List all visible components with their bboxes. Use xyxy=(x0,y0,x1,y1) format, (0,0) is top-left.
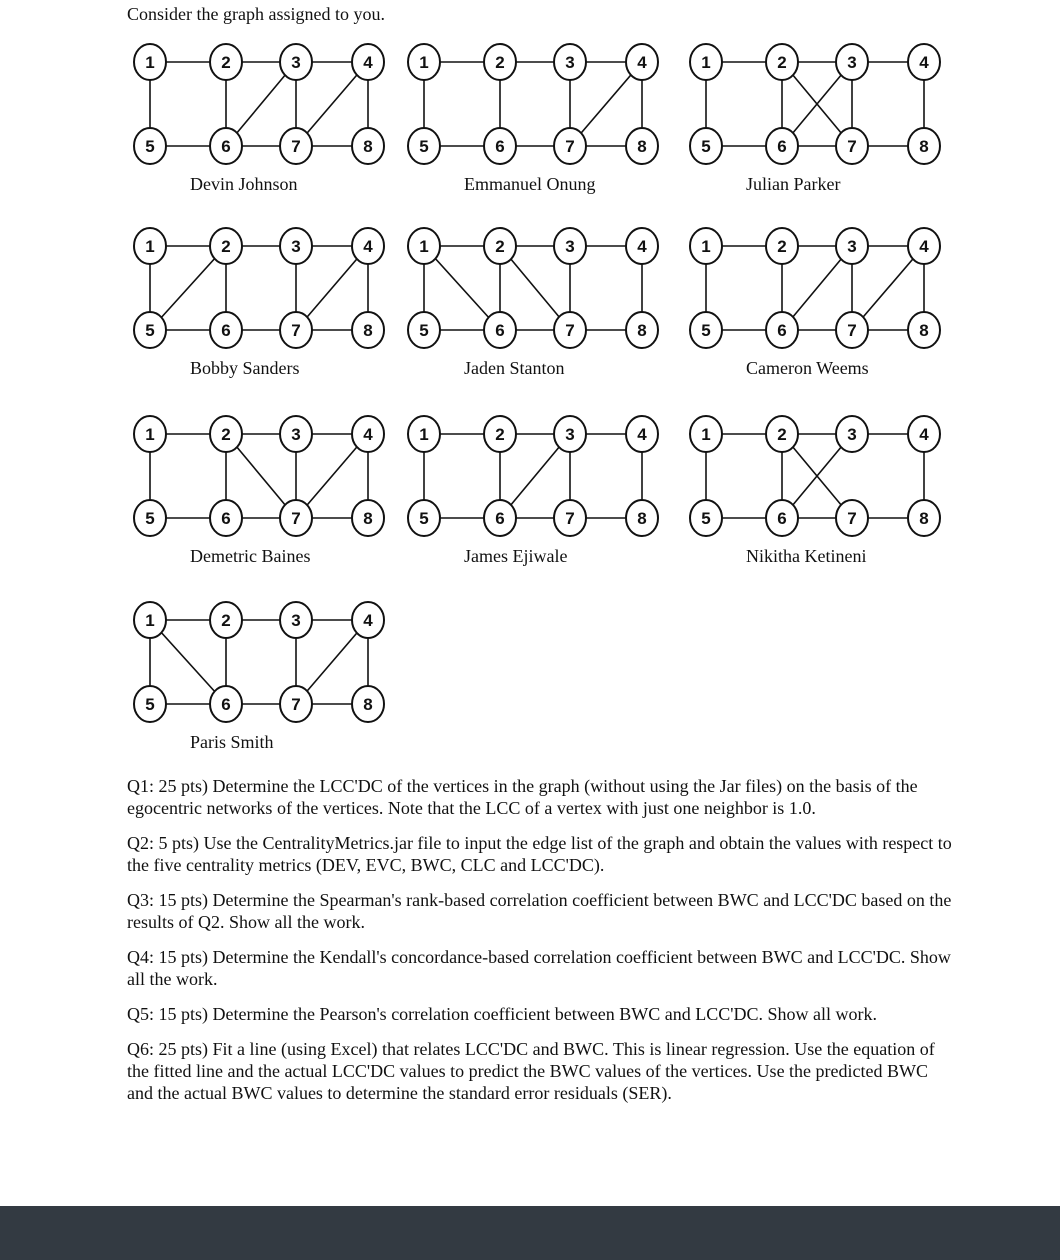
vertex-label-3: 3 xyxy=(291,425,301,444)
vertex-label-8: 8 xyxy=(363,137,373,156)
vertex-label-8: 8 xyxy=(919,137,929,156)
vertex-label-6: 6 xyxy=(495,321,505,340)
graph-5 xyxy=(408,228,658,378)
vertex-label-7: 7 xyxy=(847,137,857,156)
graph-caption: James Ejiwale xyxy=(464,546,568,566)
vertex-label-3: 3 xyxy=(847,425,857,444)
vertex-label-8: 8 xyxy=(919,509,929,528)
graph-1 xyxy=(134,44,384,194)
graph-4 xyxy=(134,228,384,378)
vertex-label-5: 5 xyxy=(145,137,155,156)
vertex-label-6: 6 xyxy=(777,137,787,156)
vertex-label-6: 6 xyxy=(221,695,231,714)
vertex-label-1: 1 xyxy=(145,53,155,72)
graph-caption: Devin Johnson xyxy=(190,174,298,194)
vertex-label-1: 1 xyxy=(419,53,429,72)
vertex-label-7: 7 xyxy=(291,695,301,714)
vertex-label-1: 1 xyxy=(419,237,429,256)
vertex-label-6: 6 xyxy=(777,509,787,528)
vertex-label-2: 2 xyxy=(495,237,505,256)
vertex-label-2: 2 xyxy=(221,53,231,72)
vertex-label-4: 4 xyxy=(363,611,373,630)
vertex-label-2: 2 xyxy=(221,611,231,630)
vertex-label-3: 3 xyxy=(565,53,575,72)
vertex-label-5: 5 xyxy=(145,509,155,528)
graph-caption: Demetric Baines xyxy=(190,546,311,566)
vertex-label-6: 6 xyxy=(221,137,231,156)
vertex-label-5: 5 xyxy=(145,695,155,714)
graph-7 xyxy=(134,416,384,566)
vertex-label-2: 2 xyxy=(495,53,505,72)
graph-caption: Bobby Sanders xyxy=(190,358,300,378)
vertex-label-8: 8 xyxy=(637,509,647,528)
vertex-label-8: 8 xyxy=(637,321,647,340)
vertex-label-1: 1 xyxy=(701,237,711,256)
graph-3 xyxy=(690,44,940,194)
graph-caption: Emmanuel Onung xyxy=(464,174,596,194)
question-2: Q2: 5 pts) Use the CentralityMetrics.jar file to input the edge list of the graph and obtain the values with respect to the five centrality metrics (DEV, EVC, BWC, CLC and LCC'DC). xyxy=(127,833,952,875)
vertex-label-3: 3 xyxy=(847,237,857,256)
vertex-label-2: 2 xyxy=(777,237,787,256)
vertex-label-2: 2 xyxy=(221,237,231,256)
vertex-label-6: 6 xyxy=(221,509,231,528)
vertex-label-7: 7 xyxy=(847,509,857,528)
vertex-label-7: 7 xyxy=(291,137,301,156)
vertex-label-4: 4 xyxy=(919,237,929,256)
vertex-label-6: 6 xyxy=(221,321,231,340)
vertex-label-4: 4 xyxy=(919,425,929,444)
vertex-label-8: 8 xyxy=(363,509,373,528)
vertex-label-8: 8 xyxy=(363,695,373,714)
intro-text: Consider the graph assigned to you. xyxy=(127,4,385,24)
graph-10 xyxy=(134,602,384,752)
vertex-label-4: 4 xyxy=(363,237,373,256)
question-1: Q1: 25 pts) Determine the LCC'DC of the vertices in the graph (without using the Jar files) on the basis of the egocentric networks of the vertices. Note that the LCC of a vertex with just one neighbor is 1.0. xyxy=(127,776,918,818)
vertex-label-3: 3 xyxy=(291,237,301,256)
vertex-label-4: 4 xyxy=(363,53,373,72)
graph-8 xyxy=(408,416,658,566)
vertex-label-7: 7 xyxy=(847,321,857,340)
vertex-label-1: 1 xyxy=(701,53,711,72)
vertex-label-8: 8 xyxy=(919,321,929,340)
question-3: Q3: 15 pts) Determine the Spearman's rank-based correlation coefficient between BWC and LCC'DC based on the results of Q2. Show all the work. xyxy=(127,890,952,932)
vertex-label-3: 3 xyxy=(291,53,301,72)
vertex-label-1: 1 xyxy=(419,425,429,444)
graph-caption: Jaden Stanton xyxy=(464,358,565,378)
vertex-label-5: 5 xyxy=(701,321,711,340)
question-6: Q6: 25 pts) Fit a line (using Excel) that relates LCC'DC and BWC. This is linear regression. Use the equation of the fitted line and the actual LCC'DC values to predict the BWC values of the vertices. Use the predicted BWC and the actual BWC values to determine the standard error residuals (SER). xyxy=(127,1039,935,1103)
vertex-label-1: 1 xyxy=(145,611,155,630)
vertex-label-2: 2 xyxy=(777,53,787,72)
vertex-label-2: 2 xyxy=(777,425,787,444)
vertex-label-1: 1 xyxy=(701,425,711,444)
vertex-label-5: 5 xyxy=(145,321,155,340)
vertex-label-6: 6 xyxy=(777,321,787,340)
vertex-label-5: 5 xyxy=(419,137,429,156)
vertex-label-4: 4 xyxy=(363,425,373,444)
vertex-label-5: 5 xyxy=(419,321,429,340)
vertex-label-3: 3 xyxy=(291,611,301,630)
graph-caption: Nikitha Ketineni xyxy=(746,546,867,566)
vertex-label-7: 7 xyxy=(565,509,575,528)
vertex-label-8: 8 xyxy=(363,321,373,340)
vertex-label-4: 4 xyxy=(637,53,647,72)
vertex-label-4: 4 xyxy=(637,237,647,256)
vertex-label-5: 5 xyxy=(701,509,711,528)
question-5: Q5: 15 pts) Determine the Pearson's correlation coefficient between BWC and LCC'DC. Show all work. xyxy=(127,1004,877,1024)
vertex-label-7: 7 xyxy=(565,321,575,340)
questions-list xyxy=(127,775,957,1117)
vertex-label-6: 6 xyxy=(495,509,505,528)
graph-6 xyxy=(690,228,940,378)
graph-2 xyxy=(408,44,658,194)
graph-caption: Paris Smith xyxy=(190,732,274,752)
footer-bar xyxy=(0,1206,1060,1260)
vertex-label-4: 4 xyxy=(637,425,647,444)
vertex-label-3: 3 xyxy=(847,53,857,72)
vertex-label-3: 3 xyxy=(565,425,575,444)
vertex-label-1: 1 xyxy=(145,237,155,256)
vertex-label-7: 7 xyxy=(565,137,575,156)
vertex-label-7: 7 xyxy=(291,321,301,340)
vertex-label-5: 5 xyxy=(419,509,429,528)
graph-9 xyxy=(690,416,940,566)
vertex-label-7: 7 xyxy=(291,509,301,528)
vertex-label-6: 6 xyxy=(495,137,505,156)
vertex-label-2: 2 xyxy=(221,425,231,444)
vertex-label-3: 3 xyxy=(565,237,575,256)
vertex-label-5: 5 xyxy=(701,137,711,156)
graph-caption: Julian Parker xyxy=(746,174,841,194)
vertex-label-4: 4 xyxy=(919,53,929,72)
question-4: Q4: 15 pts) Determine the Kendall's concordance-based correlation coefficient between BWC and LCC'DC. Show all the work. xyxy=(127,947,951,989)
vertex-label-2: 2 xyxy=(495,425,505,444)
graph-caption: Cameron Weems xyxy=(746,358,869,378)
vertex-label-8: 8 xyxy=(637,137,647,156)
vertex-label-1: 1 xyxy=(145,425,155,444)
